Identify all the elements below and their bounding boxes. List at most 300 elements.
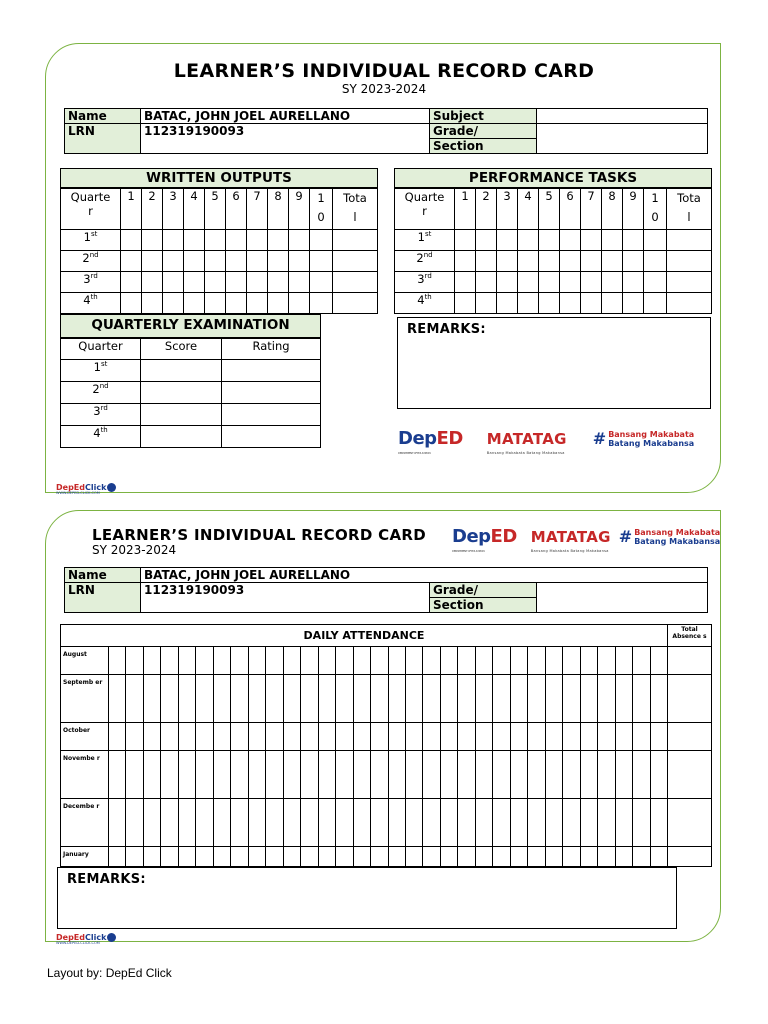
attendance-day-cell[interactable] (283, 751, 300, 799)
attendance-day-cell[interactable] (126, 647, 143, 675)
wo-score-cell[interactable] (205, 293, 226, 314)
attendance-day-cell[interactable] (143, 799, 160, 847)
pt-score-cell[interactable] (581, 230, 602, 251)
attendance-day-cell[interactable] (353, 751, 370, 799)
attendance-day-cell[interactable] (109, 647, 126, 675)
pt-score-cell[interactable] (644, 293, 667, 314)
pt-score-cell[interactable] (602, 293, 623, 314)
attendance-day-cell[interactable] (563, 799, 580, 847)
attendance-day-cell[interactable] (440, 847, 457, 867)
pt-score-cell[interactable] (497, 230, 518, 251)
attendance-day-cell[interactable] (318, 751, 335, 799)
attendance-day-cell[interactable] (650, 847, 667, 867)
attendance-day-cell[interactable] (196, 847, 213, 867)
attendance-day-cell[interactable] (423, 799, 440, 847)
attendance-total-cell[interactable] (668, 751, 712, 799)
attendance-day-cell[interactable] (633, 847, 650, 867)
wo-score-cell[interactable] (142, 293, 163, 314)
pt-score-cell[interactable] (667, 251, 712, 272)
attendance-day-cell[interactable] (301, 799, 318, 847)
pt-score-cell[interactable] (518, 293, 539, 314)
qe-score-cell[interactable] (141, 360, 222, 382)
attendance-day-cell[interactable] (633, 751, 650, 799)
pt-score-cell[interactable] (581, 293, 602, 314)
attendance-day-cell[interactable] (318, 723, 335, 751)
pt-score-cell[interactable] (455, 251, 476, 272)
attendance-day-cell[interactable] (598, 847, 615, 867)
attendance-day-cell[interactable] (126, 723, 143, 751)
pt-score-cell[interactable] (560, 251, 581, 272)
pt-score-cell[interactable] (476, 272, 497, 293)
attendance-day-cell[interactable] (353, 799, 370, 847)
attendance-day-cell[interactable] (109, 723, 126, 751)
grade-section-value[interactable] (537, 583, 708, 613)
attendance-day-cell[interactable] (510, 799, 527, 847)
attendance-day-cell[interactable] (371, 675, 388, 723)
attendance-day-cell[interactable] (161, 647, 178, 675)
attendance-day-cell[interactable] (493, 723, 510, 751)
attendance-day-cell[interactable] (178, 799, 195, 847)
attendance-day-cell[interactable] (650, 751, 667, 799)
wo-score-cell[interactable] (310, 251, 333, 272)
attendance-day-cell[interactable] (301, 751, 318, 799)
pt-score-cell[interactable] (644, 272, 667, 293)
attendance-day-cell[interactable] (475, 751, 492, 799)
attendance-day-cell[interactable] (423, 647, 440, 675)
attendance-day-cell[interactable] (493, 751, 510, 799)
pt-score-cell[interactable] (644, 251, 667, 272)
pt-score-cell[interactable] (518, 230, 539, 251)
attendance-day-cell[interactable] (598, 799, 615, 847)
attendance-day-cell[interactable] (458, 751, 475, 799)
attendance-day-cell[interactable] (231, 847, 248, 867)
attendance-day-cell[interactable] (161, 847, 178, 867)
attendance-day-cell[interactable] (266, 847, 283, 867)
attendance-day-cell[interactable] (371, 751, 388, 799)
attendance-day-cell[interactable] (405, 751, 422, 799)
attendance-total-cell[interactable] (668, 675, 712, 723)
attendance-day-cell[interactable] (633, 647, 650, 675)
attendance-day-cell[interactable] (615, 647, 632, 675)
wo-score-cell[interactable] (163, 251, 184, 272)
attendance-day-cell[interactable] (126, 751, 143, 799)
attendance-day-cell[interactable] (301, 647, 318, 675)
attendance-day-cell[interactable] (231, 723, 248, 751)
attendance-day-cell[interactable] (196, 799, 213, 847)
attendance-day-cell[interactable] (301, 847, 318, 867)
pt-score-cell[interactable] (560, 293, 581, 314)
attendance-day-cell[interactable] (283, 723, 300, 751)
attendance-day-cell[interactable] (388, 723, 405, 751)
wo-score-cell[interactable] (121, 293, 142, 314)
wo-score-cell[interactable] (121, 272, 142, 293)
attendance-day-cell[interactable] (248, 647, 265, 675)
attendance-day-cell[interactable] (143, 723, 160, 751)
attendance-day-cell[interactable] (318, 675, 335, 723)
attendance-day-cell[interactable] (650, 723, 667, 751)
attendance-day-cell[interactable] (563, 847, 580, 867)
attendance-day-cell[interactable] (231, 675, 248, 723)
attendance-day-cell[interactable] (283, 675, 300, 723)
attendance-day-cell[interactable] (336, 799, 353, 847)
wo-score-cell[interactable] (333, 293, 378, 314)
attendance-day-cell[interactable] (126, 847, 143, 867)
pt-score-cell[interactable] (623, 230, 644, 251)
wo-score-cell[interactable] (247, 230, 268, 251)
attendance-day-cell[interactable] (248, 675, 265, 723)
pt-score-cell[interactable] (539, 272, 560, 293)
attendance-day-cell[interactable] (528, 751, 545, 799)
qe-score-cell[interactable] (141, 404, 222, 426)
qe-score-cell[interactable] (141, 382, 222, 404)
attendance-day-cell[interactable] (405, 675, 422, 723)
pt-score-cell[interactable] (623, 293, 644, 314)
attendance-day-cell[interactable] (353, 647, 370, 675)
wo-score-cell[interactable] (163, 293, 184, 314)
attendance-day-cell[interactable] (109, 799, 126, 847)
attendance-day-cell[interactable] (440, 675, 457, 723)
attendance-day-cell[interactable] (598, 751, 615, 799)
attendance-day-cell[interactable] (475, 723, 492, 751)
attendance-day-cell[interactable] (510, 723, 527, 751)
qe-rating-cell[interactable] (222, 404, 321, 426)
attendance-day-cell[interactable] (580, 847, 597, 867)
attendance-day-cell[interactable] (109, 751, 126, 799)
attendance-day-cell[interactable] (405, 799, 422, 847)
subject-value[interactable] (537, 109, 708, 124)
attendance-day-cell[interactable] (178, 675, 195, 723)
attendance-day-cell[interactable] (143, 647, 160, 675)
attendance-day-cell[interactable] (161, 799, 178, 847)
attendance-day-cell[interactable] (109, 675, 126, 723)
wo-score-cell[interactable] (226, 293, 247, 314)
attendance-day-cell[interactable] (458, 675, 475, 723)
attendance-day-cell[interactable] (563, 675, 580, 723)
attendance-day-cell[interactable] (371, 647, 388, 675)
attendance-day-cell[interactable] (458, 847, 475, 867)
wo-score-cell[interactable] (184, 251, 205, 272)
pt-score-cell[interactable] (455, 230, 476, 251)
pt-score-cell[interactable] (560, 230, 581, 251)
attendance-total-cell[interactable] (668, 647, 712, 675)
attendance-day-cell[interactable] (545, 647, 562, 675)
attendance-day-cell[interactable] (336, 675, 353, 723)
pt-score-cell[interactable] (667, 230, 712, 251)
attendance-day-cell[interactable] (231, 751, 248, 799)
wo-score-cell[interactable] (247, 251, 268, 272)
wo-score-cell[interactable] (268, 272, 289, 293)
attendance-day-cell[interactable] (388, 751, 405, 799)
attendance-total-cell[interactable] (668, 799, 712, 847)
attendance-day-cell[interactable] (528, 675, 545, 723)
attendance-day-cell[interactable] (248, 799, 265, 847)
attendance-day-cell[interactable] (178, 751, 195, 799)
attendance-day-cell[interactable] (650, 647, 667, 675)
pt-score-cell[interactable] (455, 293, 476, 314)
attendance-day-cell[interactable] (650, 799, 667, 847)
attendance-day-cell[interactable] (353, 675, 370, 723)
attendance-day-cell[interactable] (161, 751, 178, 799)
attendance-day-cell[interactable] (353, 847, 370, 867)
attendance-day-cell[interactable] (353, 723, 370, 751)
wo-score-cell[interactable] (289, 272, 310, 293)
pt-score-cell[interactable] (455, 272, 476, 293)
attendance-day-cell[interactable] (213, 847, 230, 867)
attendance-day-cell[interactable] (388, 799, 405, 847)
wo-score-cell[interactable] (163, 230, 184, 251)
attendance-day-cell[interactable] (598, 675, 615, 723)
attendance-day-cell[interactable] (178, 847, 195, 867)
pt-score-cell[interactable] (497, 293, 518, 314)
qe-score-cell[interactable] (141, 426, 222, 448)
attendance-day-cell[interactable] (580, 675, 597, 723)
attendance-day-cell[interactable] (510, 847, 527, 867)
wo-score-cell[interactable] (163, 272, 184, 293)
attendance-total-cell[interactable] (668, 847, 712, 867)
attendance-day-cell[interactable] (580, 723, 597, 751)
pt-score-cell[interactable] (497, 251, 518, 272)
attendance-day-cell[interactable] (126, 675, 143, 723)
wo-score-cell[interactable] (310, 272, 333, 293)
attendance-day-cell[interactable] (213, 647, 230, 675)
wo-score-cell[interactable] (289, 293, 310, 314)
attendance-day-cell[interactable] (440, 751, 457, 799)
pt-score-cell[interactable] (623, 251, 644, 272)
wo-score-cell[interactable] (247, 293, 268, 314)
wo-score-cell[interactable] (205, 251, 226, 272)
wo-score-cell[interactable] (226, 251, 247, 272)
wo-score-cell[interactable] (310, 230, 333, 251)
attendance-day-cell[interactable] (545, 675, 562, 723)
attendance-day-cell[interactable] (178, 723, 195, 751)
pt-score-cell[interactable] (667, 272, 712, 293)
attendance-day-cell[interactable] (143, 751, 160, 799)
attendance-day-cell[interactable] (458, 723, 475, 751)
attendance-day-cell[interactable] (301, 723, 318, 751)
attendance-day-cell[interactable] (336, 751, 353, 799)
attendance-day-cell[interactable] (248, 751, 265, 799)
attendance-day-cell[interactable] (510, 751, 527, 799)
pt-score-cell[interactable] (476, 251, 497, 272)
pt-score-cell[interactable] (602, 251, 623, 272)
attendance-day-cell[interactable] (633, 799, 650, 847)
attendance-day-cell[interactable] (650, 675, 667, 723)
pt-score-cell[interactable] (497, 272, 518, 293)
pt-score-cell[interactable] (539, 251, 560, 272)
wo-quarter-label: 3rd (61, 272, 121, 293)
attendance-day-cell[interactable] (563, 647, 580, 675)
attendance-day-cell[interactable] (475, 647, 492, 675)
attendance-day-cell[interactable] (563, 723, 580, 751)
attendance-day-cell[interactable] (510, 675, 527, 723)
attendance-day-cell[interactable] (143, 847, 160, 867)
wo-score-cell[interactable] (121, 230, 142, 251)
attendance-day-cell[interactable] (615, 675, 632, 723)
attendance-day-cell[interactable] (301, 675, 318, 723)
pt-score-cell[interactable] (623, 272, 644, 293)
attendance-day-cell[interactable] (528, 723, 545, 751)
wo-score-cell[interactable] (184, 293, 205, 314)
attendance-day-cell[interactable] (493, 675, 510, 723)
attendance-day-cell[interactable] (196, 751, 213, 799)
wo-score-cell[interactable] (268, 251, 289, 272)
attendance-day-cell[interactable] (388, 675, 405, 723)
attendance-day-cell[interactable] (475, 847, 492, 867)
attendance-day-cell[interactable] (196, 723, 213, 751)
attendance-day-cell[interactable] (213, 751, 230, 799)
attendance-day-cell[interactable] (633, 723, 650, 751)
wo-score-cell[interactable] (142, 230, 163, 251)
wo-score-cell[interactable] (333, 251, 378, 272)
attendance-day-cell[interactable] (371, 723, 388, 751)
attendance-day-cell[interactable] (475, 675, 492, 723)
attendance-total-cell[interactable] (668, 723, 712, 751)
attendance-day-cell[interactable] (545, 751, 562, 799)
attendance-day-cell[interactable] (423, 751, 440, 799)
attendance-day-cell[interactable] (266, 647, 283, 675)
attendance-day-cell[interactable] (318, 847, 335, 867)
attendance-day-cell[interactable] (440, 723, 457, 751)
attendance-day-cell[interactable] (178, 647, 195, 675)
attendance-day-cell[interactable] (371, 847, 388, 867)
attendance-day-cell[interactable] (615, 751, 632, 799)
grade-section-value[interactable] (537, 124, 708, 154)
wo-score-cell[interactable] (333, 230, 378, 251)
attendance-day-cell[interactable] (283, 647, 300, 675)
attendance-day-cell[interactable] (545, 799, 562, 847)
attendance-day-cell[interactable] (143, 675, 160, 723)
attendance-day-cell[interactable] (598, 647, 615, 675)
attendance-day-cell[interactable] (510, 647, 527, 675)
attendance-day-cell[interactable] (423, 723, 440, 751)
attendance-day-cell[interactable] (161, 675, 178, 723)
wo-score-cell[interactable] (247, 272, 268, 293)
attendance-day-cell[interactable] (371, 799, 388, 847)
attendance-day-cell[interactable] (493, 647, 510, 675)
attendance-day-cell[interactable] (248, 723, 265, 751)
qe-rating-cell[interactable] (222, 382, 321, 404)
qe-rating-cell[interactable] (222, 360, 321, 382)
attendance-day-cell[interactable] (493, 799, 510, 847)
pt-score-cell[interactable] (667, 293, 712, 314)
attendance-day-cell[interactable] (161, 723, 178, 751)
wo-score-cell[interactable] (205, 272, 226, 293)
attendance-day-cell[interactable] (266, 675, 283, 723)
attendance-day-cell[interactable] (528, 647, 545, 675)
pt-score-cell[interactable] (560, 272, 581, 293)
pt-score-cell[interactable] (581, 251, 602, 272)
attendance-day-cell[interactable] (633, 675, 650, 723)
attendance-day-cell[interactable] (405, 847, 422, 867)
attendance-day-cell[interactable] (423, 675, 440, 723)
attendance-day-cell[interactable] (545, 847, 562, 867)
wo-score-cell[interactable] (289, 251, 310, 272)
attendance-day-cell[interactable] (388, 647, 405, 675)
attendance-day-cell[interactable] (266, 723, 283, 751)
attendance-day-cell[interactable] (213, 675, 230, 723)
attendance-day-cell[interactable] (440, 799, 457, 847)
attendance-day-cell[interactable] (336, 723, 353, 751)
wo-score-cell[interactable] (142, 251, 163, 272)
attendance-day-cell[interactable] (580, 799, 597, 847)
attendance-day-cell[interactable] (283, 847, 300, 867)
attendance-day-cell[interactable] (283, 799, 300, 847)
attendance-day-cell[interactable] (405, 647, 422, 675)
attendance-day-cell[interactable] (231, 799, 248, 847)
attendance-day-cell[interactable] (475, 799, 492, 847)
attendance-day-cell[interactable] (196, 647, 213, 675)
attendance-day-cell[interactable] (266, 799, 283, 847)
wo-score-cell[interactable] (121, 251, 142, 272)
pt-score-cell[interactable] (602, 272, 623, 293)
pt-score-cell[interactable] (518, 272, 539, 293)
qe-rating-cell[interactable] (222, 426, 321, 448)
pt-score-cell[interactable] (602, 230, 623, 251)
attendance-day-cell[interactable] (598, 723, 615, 751)
attendance-day-cell[interactable] (266, 751, 283, 799)
attendance-day-cell[interactable] (213, 799, 230, 847)
pt-score-cell[interactable] (476, 293, 497, 314)
attendance-day-cell[interactable] (458, 647, 475, 675)
wo-score-cell[interactable] (184, 230, 205, 251)
attendance-day-cell[interactable] (336, 647, 353, 675)
remarks-box-1[interactable] (397, 317, 711, 409)
attendance-day-cell[interactable] (440, 647, 457, 675)
attendance-day-cell[interactable] (405, 723, 422, 751)
attendance-day-cell[interactable] (318, 799, 335, 847)
wo-score-cell[interactable] (268, 230, 289, 251)
attendance-day-cell[interactable] (528, 847, 545, 867)
attendance-day-cell[interactable] (615, 723, 632, 751)
pt-score-cell[interactable] (644, 230, 667, 251)
pt-score-cell[interactable] (518, 251, 539, 272)
attendance-day-cell[interactable] (563, 751, 580, 799)
attendance-day-cell[interactable] (318, 647, 335, 675)
attendance-day-cell[interactable] (336, 847, 353, 867)
attendance-day-cell[interactable] (388, 847, 405, 867)
attendance-day-cell[interactable] (615, 799, 632, 847)
wo-score-cell[interactable] (226, 230, 247, 251)
attendance-day-cell[interactable] (196, 675, 213, 723)
attendance-day-cell[interactable] (231, 647, 248, 675)
attendance-day-cell[interactable] (493, 847, 510, 867)
attendance-day-cell[interactable] (580, 647, 597, 675)
pt-score-cell[interactable] (539, 293, 560, 314)
attendance-day-cell[interactable] (458, 799, 475, 847)
attendance-day-cell[interactable] (580, 751, 597, 799)
attendance-day-cell[interactable] (528, 799, 545, 847)
pt-score-cell[interactable] (581, 272, 602, 293)
attendance-day-cell[interactable] (213, 723, 230, 751)
attendance-day-cell[interactable] (615, 847, 632, 867)
remarks-box-2[interactable] (57, 867, 677, 929)
wo-score-cell[interactable] (226, 272, 247, 293)
attendance-day-cell[interactable] (545, 723, 562, 751)
wo-score-cell[interactable] (205, 230, 226, 251)
attendance-day-cell[interactable] (423, 847, 440, 867)
attendance-day-cell[interactable] (248, 847, 265, 867)
wo-score-cell[interactable] (333, 272, 378, 293)
wo-score-cell[interactable] (310, 293, 333, 314)
wo-score-cell[interactable] (289, 230, 310, 251)
wo-score-cell[interactable] (268, 293, 289, 314)
pt-score-cell[interactable] (476, 230, 497, 251)
pt-score-cell[interactable] (539, 230, 560, 251)
wo-score-cell[interactable] (184, 272, 205, 293)
attendance-day-cell[interactable] (109, 847, 126, 867)
attendance-day-cell[interactable] (126, 799, 143, 847)
wo-score-cell[interactable] (142, 272, 163, 293)
